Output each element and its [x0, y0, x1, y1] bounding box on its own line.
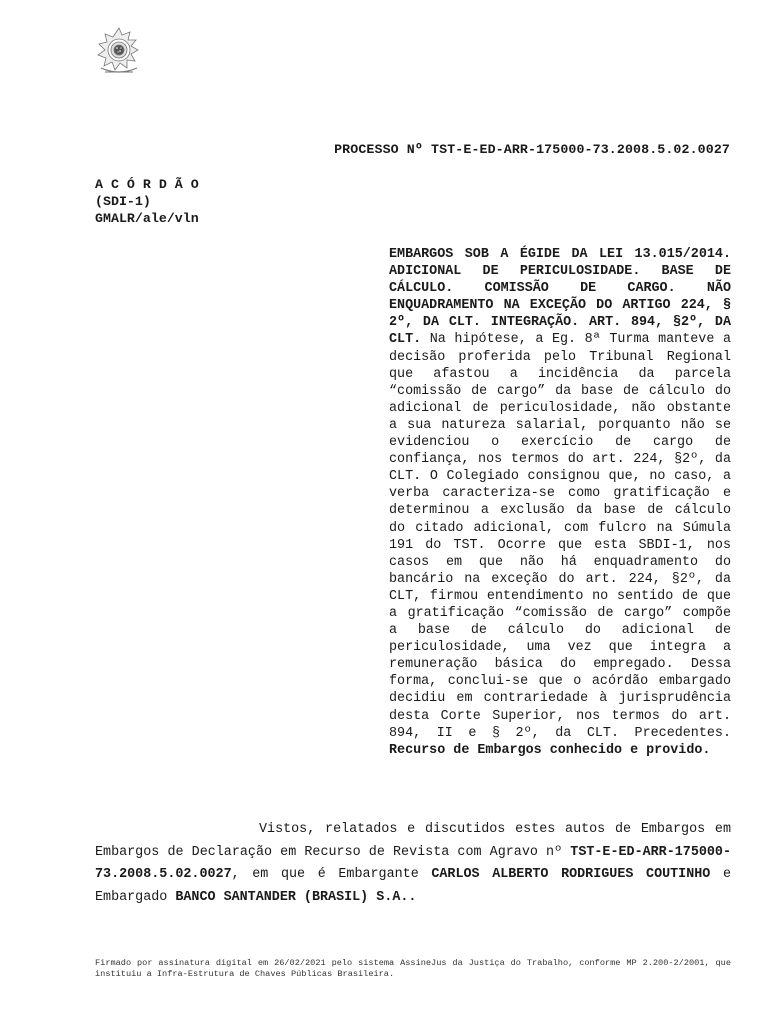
orgao-label: (SDI-1): [95, 194, 151, 209]
acordao-header: [95, 176, 199, 227]
gabinete-code: GMALR/ale/vln: [95, 211, 199, 226]
ementa-conclusion: Recurso de Embargos conhecido e provido.: [389, 742, 711, 758]
brazil-coat-of-arms-icon: [93, 26, 145, 78]
body-paragraph: [95, 819, 731, 909]
embargado-name: BANCO SANTANDER (BRASIL) S.A..: [175, 889, 417, 905]
ementa-text: Na hipótese, a Eg. 8ª Turma manteve a decisão proferida pelo Tribunal Regional que afastou a incidência da parcela “comissão de cargo” da base de cálculo do adicional de periculosidade, não obstante a sua natureza salarial, porquanto não se evidenciou o exercício de cargo de confiança, nos termos do art. 224, §2º, da CLT. O Colegiado consignou que, no caso, a verba caracteriza-se como gratificação e determinou a exclusão da base de cálculo do citado adicional, com fulcro na Súmula 191 do TST. Ocorre que esta SBDI-1, nos casos em que não há enquadramento do bancário na exceção do art. 224, §2º, da CLT, firmou entendimento no sentido de que a gratificação “comissão de cargo” compõe a base de cálculo do adicional de periculosidade, uma vez que integra a remuneração básica do empregado. Dessa forma, conclui-se que o acórdão embargado decidiu em contrariedade à jurisprudência desta Corte Superior, nos termos do art. 894, II e § 2º, da CLT. Precedentes.: [389, 332, 731, 741]
body-processo: TST-E-ED-ARR-175000-73.2008.5.02.0027: [95, 844, 731, 882]
acordao-title: A C Ó R D Ã O: [95, 177, 199, 192]
body-part3: e Embargado: [95, 867, 731, 905]
ementa: [389, 246, 731, 759]
body-part1: Vistos, relatados e discutidos estes autos de Embargos em Embargos de Declaração em Recurso de Revista com Agravo nº: [95, 822, 731, 860]
body-part2: , em que é Embargante: [231, 867, 432, 882]
ementa-intro: EMBARGOS SOB A ÉGIDE DA LEI 13.015/2014. ADICIONAL DE PERICULOSIDADE. BASE DE CÁLCULO. COMISSÃO DE CARGO. NÃO ENQUADRAMENTO NA EXCEÇÃO DO ARTIGO 224, § 2º, DA CLT. INTEGRAÇÃO. ART. 894, §2º, DA CLT.: [389, 247, 731, 348]
embargante-name: CARLOS ALBERTO RODRIGUES COUTINHO: [431, 867, 711, 882]
digital-signature-footer: Firmado por assinatura digital em 26/02/2021 pelo sistema AssineJus da Justiça do Trabalho, conforme MP 2.200-2/2001, que instituiu a Infra-Estrutura de Chaves Públicas Brasileira.: [95, 958, 731, 979]
processo-number: PROCESSO Nº TST-E-ED-ARR-175000-73.2008.5.02.0027: [334, 142, 730, 157]
